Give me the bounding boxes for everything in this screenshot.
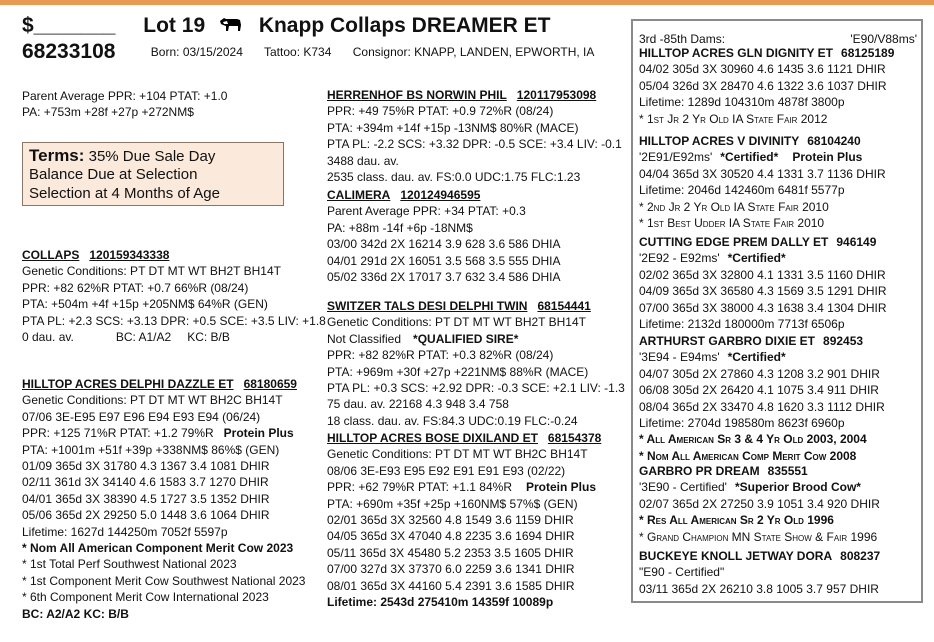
dam-record-2: 02/11 361d 3X 34140 4.6 1583 3.7 1270 DHIR	[22, 475, 269, 490]
eighth-dam	[639, 548, 880, 597]
sire-name: COLLAPS 120159343338	[22, 248, 170, 262]
eighth-dam-score: "E90 - Certified"	[639, 565, 725, 580]
dam-dam-classification: 08/06 3E-E93 E95 E92 E91 E91 E93 (02/22)	[327, 463, 566, 478]
fourth-dam-award-1: * 2nd Jr 2 Yr Old IA State Fair 2010	[639, 199, 829, 214]
sire-sire-line-2: PTA: +394m +14f +15p -13NM$ 80%R (MACE)	[327, 120, 579, 135]
dam-sire-genetic: Genetic Conditions: PT DT MT WT BH2T BH14T	[327, 315, 586, 330]
sixth-dam-reg: 892453	[823, 334, 864, 348]
fifth-dam-line-3: 07/00 365d 3X 38000 4.3 1638 3.4 1304 DHIR	[639, 300, 887, 315]
dam-protein-plus: Protein Plus	[223, 426, 294, 441]
seventh-dam	[639, 463, 880, 545]
dam-record-3: 04/01 365d 3X 38390 4.5 1727 3.5 1352 DHIR	[22, 491, 270, 506]
dam-award-4: * 6th Component Merit Cow International 2023	[22, 590, 269, 605]
sire-dam-line-3: 03/00 342d 2X 16214 3.9 628 3.6 586 DHIA	[327, 237, 561, 252]
eighth-dam-reg: 808237	[840, 549, 881, 563]
seventh-dam-score-row: '3E90 - Certified' *Superior Brood Cow*	[639, 480, 861, 495]
sixth-dam-line-3: 08/04 365d 2X 33470 4.8 1620 3.3 1112 DHIR	[639, 399, 885, 414]
dam-genetic: Genetic Conditions: PT DT MT WT BH2C BH14T	[22, 393, 283, 408]
fifth-dam-score-row: '2E92 - E92ms' *Certified*	[639, 251, 786, 266]
dam-sire-reg: 68154441	[537, 299, 591, 313]
seventh-dam-award-2: * Grand Champion MN State Show & Fair 1996	[639, 529, 878, 544]
seventh-dam-reg: 835551	[767, 464, 808, 478]
sire-dam-line-1: Parent Average PPR: +34 PTAT: +0.3	[327, 204, 526, 219]
fourth-dam-name: HILLTOP ACRES V DIVINITY 68104240	[639, 134, 861, 148]
seventh-dam-line-1: 02/07 365d 2X 27250 3.9 1051 3.4 920 DHIR	[639, 496, 880, 511]
dam-dam-lifetime: Lifetime: 2543d 275410m 14359f 10089p	[327, 595, 554, 610]
sire-dam-name: CALIMERA 120124946595	[327, 188, 481, 202]
parent-average-pa: PA: +753m +28f +27p +272NM$	[22, 105, 194, 120]
fifth-dam-name: CUTTING EDGE PREM DALLY ET 946149	[639, 235, 877, 249]
dams-header-label: 3rd -85th Dams:	[639, 32, 726, 46]
dam-lifetime: Lifetime: 1627d 144250m 7052f 5597p	[22, 524, 228, 539]
sixth-dam-name: ARTHURST GARBRO DIXIE ET 892453	[639, 334, 864, 348]
fourth-dam-line-1: 04/04 365d 3X 30520 4.4 1331 3.7 1136 DHIR	[639, 166, 886, 181]
sire-reg: 120159343338	[89, 248, 170, 262]
third-dam-reg: 68125189	[841, 46, 895, 60]
third-dam-name: HILLTOP ACRES GLN DIGNITY ET 68125189	[639, 46, 895, 60]
sixth-dam-award-1: * All American Sr 3 & 4 Yr Old 2003, 2004	[639, 432, 867, 447]
tattoo-label: Tattoo:	[264, 45, 301, 59]
dam-sire-status: Not Classified *QUALIFIED SIRE*	[327, 331, 519, 346]
dam-dam-line-4: 05/11 365d 3X 45480 5.2 2353 3.5 1605 DHIR	[327, 545, 574, 560]
dam-dam-section	[327, 430, 601, 610]
terms-line-1: 35% Due Sale Day	[88, 148, 216, 165]
seventh-dam-brood-cow: *Superior Brood Cow*	[734, 480, 861, 495]
dam-ppr: PPR: +125 71%R PTAT: +1.2 79%R Protein Plus	[22, 426, 294, 441]
dam-sire-line-4: 75 dau. av. 22168 4.3 948 3.4 758	[327, 397, 509, 412]
terms-line-3: Selection at 4 Months of Age	[29, 185, 220, 202]
dam-sire-line-2: PTA: +969m +30f +27p +221NM$ 88%R (MACE)	[327, 364, 589, 379]
fifth-dam-line-2: 04/09 365d 3X 36580 4.3 1569 3.5 1291 DHIR	[639, 284, 887, 299]
fifth-dam-certified: *Certified*	[727, 251, 786, 266]
fourth-dam-reg: 68104240	[807, 134, 861, 148]
registration-number: 68233108	[22, 40, 116, 63]
fourth-dam-award-2: * 1st Best Udder IA State Fair 2010	[639, 216, 825, 231]
sire-dam-line-4: 04/01 291d 2X 16051 3.5 568 3.5 555 DHIA	[327, 253, 561, 268]
fourth-dam	[639, 133, 886, 231]
fourth-dam-score-row: '2E91/E92ms' *Certified* Protein Plus	[639, 150, 863, 165]
dam-reg: 68180659	[243, 377, 297, 391]
sire-line-1: Genetic Conditions: PT DT MT WT BH2T BH14T	[22, 264, 281, 279]
sire-line-4: PTA PL: +2.3 SCS: +3.13 DPR: +0.5 SCE: +3.5 LIV: +1.8	[22, 313, 326, 328]
cow-icon	[219, 14, 243, 38]
dam-pta: PTA: +1001m +51f +39p +338NM$ 86%$ (GEN)	[22, 442, 280, 457]
terms-label: Terms:	[29, 146, 85, 165]
dam-dam-name: HILLTOP ACRES BOSE DIXILAND ET 68154378	[327, 431, 602, 445]
dam-dam-genetic: Genetic Conditions: PT DT MT WT BH2C BH14T	[327, 447, 588, 462]
animal-info-row	[22, 40, 594, 64]
qualified-sire: *QUALIFIED SIRE*	[413, 331, 519, 346]
sixth-dam-certified: *Certified*	[727, 350, 786, 365]
fifth-dam-line-4: Lifetime: 2132d 180000m 7713f 6506p	[639, 317, 845, 332]
dam-sire-line-1: PPR: +82 82%R PTAT: +0.3 82%R (08/24)	[327, 348, 554, 363]
parent-average-ppr: Parent Average PPR: +104 PTAT: +1.0	[22, 89, 228, 103]
dam-classification: 07/06 3E-E95 E97 E96 E94 E93 E94 (06/24)	[22, 409, 261, 424]
lot-number: Lot 19	[143, 14, 206, 37]
sire-bc: BC: A1/A2	[115, 330, 172, 345]
third-dam-line-3: Lifetime: 1289d 104310m 4878f 3800p	[639, 95, 845, 110]
sire-sire-line-1: PPR: +49 75%R PTAT: +0.9 72%R (08/24)	[327, 104, 554, 119]
fifth-dam	[639, 234, 887, 332]
dam-name: HILLTOP ACRES DELPHI DAZZLE ET 68180659	[22, 377, 297, 391]
fourth-dam-line-2: Lifetime: 2046d 142460m 6481f 5577p	[639, 183, 845, 198]
dam-dam-reg: 68154378	[547, 431, 602, 445]
eighth-dam-name: BUCKEYE KNOLL JETWAY DORA 808237	[639, 549, 881, 563]
price-blank: $_______	[22, 14, 116, 37]
dam-dam-line-1: PTA: +690m +35f +25p +160NM$ 57%$ (GEN)	[327, 496, 578, 511]
dam-dam-line-2: 02/01 365d 3X 32560 4.8 1549 3.6 1159 DHIR	[327, 513, 574, 528]
fifth-dam-line-1: 02/02 365d 3X 32800 4.1 1331 3.5 1160 DHIR	[639, 267, 886, 282]
sixth-dam-line-1: 04/07 305d 2X 27860 4.3 1208 3.2 901 DHIR	[639, 366, 880, 381]
dam-award-1: * Nom All American Component Merit Cow 2023	[22, 541, 294, 556]
sixth-dam-award-2: * Nom All American Comp Merit Cow 2008	[639, 448, 857, 463]
dam-sire-line-5: 18 class. dau. av. FS:84.3 UDC:0.19 FLC:-0.24	[327, 413, 578, 428]
seventh-dam-name: GARBRO PR DREAM 835551	[639, 464, 808, 478]
third-dam-line-2: 05/04 326d 3X 28470 4.6 1322 3.6 1037 DHIR	[639, 78, 887, 93]
sire-section	[22, 247, 326, 345]
sire-dam-line-5: 05/02 336d 2X 17017 3.7 632 3.4 586 DHIA	[327, 270, 561, 285]
consignor-value: KNAPP, LANDEN, EPWORTH, IA	[414, 45, 595, 59]
sire-line-2: PPR: +82 62%R PTAT: +0.7 66%R (08/24)	[22, 280, 249, 295]
dam-sire-line-3: PTA PL: +0.3 SCS: +2.92 DPR: -0.3 SCE: +2.1 LIV: -1.3	[327, 381, 625, 396]
fourth-dam-certified: *Certified*	[720, 150, 779, 165]
third-dam-award: * 1st Jr 2 Yr Old IA State Fair 2012	[639, 111, 828, 126]
sire-line-5	[22, 329, 326, 345]
eighth-dam-line-1: 03/11 365d 2X 26210 3.8 1005 3.7 957 DHIR	[639, 581, 879, 596]
sire-sire-section	[327, 87, 622, 185]
fifth-dam-reg: 946149	[836, 235, 877, 249]
dam-award-3: * 1st Component Merit Cow Southwest National 2023	[22, 573, 306, 588]
parent-average	[22, 88, 227, 121]
dam-dam-ppr: PPR: +62 79%R PTAT: +1.1 84%R Protein Plus	[327, 480, 596, 495]
lot-header	[22, 14, 551, 38]
third-dam-line-1: 04/02 305d 3X 30960 4.6 1435 3.6 1121 DHIR	[639, 62, 886, 77]
dam-section	[22, 376, 305, 622]
sire-dam-line-2: PA: +88m -14f +6p -18NM$	[327, 220, 473, 235]
third-dam	[639, 45, 894, 127]
sire-sire-name: HERRENHOF BS NORWIN PHIL 120117953098	[327, 88, 597, 102]
fourth-dam-protein-plus: Protein Plus	[792, 150, 863, 165]
tattoo-value: K734	[303, 45, 332, 59]
sire-kc: KC: B/B	[187, 330, 230, 345]
animal-name: Knapp Collaps DREAMER ET	[258, 14, 551, 37]
terms-line-2: Balance Due at Selection	[29, 166, 198, 183]
sire-sire-line-3: PTA PL: -2.2 SCS: +3.32 DPR: -0.5 SCE: +3.4 LIV: -0.1	[327, 137, 622, 152]
dam-bc-kc: BC: A2/A2 KC: B/B	[22, 606, 129, 621]
sire-daughters: 0 dau. av.	[22, 330, 74, 345]
sixth-dam-line-2: 06/08 305d 2X 26420 4.1 1075 3.4 911 DHIR	[639, 383, 879, 398]
sixth-dam-line-4: Lifetime: 2704d 198580m 8623f 6960p	[639, 416, 845, 431]
dam-dam-line-6: 08/01 365d 3X 44160 5.4 2391 3.6 1585 DHIR	[327, 578, 575, 593]
sire-line-3: PTA: +504m +4f +15p +205NM$ 64%R (GEN)	[22, 297, 268, 312]
dam-sire-name: SWITZER TALS DESI DELPHI TWIN 68154441	[327, 299, 591, 313]
terms-box-rest	[22, 161, 284, 225]
sixth-dam-score-row: '3E94 - E94ms' *Certified*	[639, 350, 786, 365]
dam-dam-line-3: 04/05 365d 3X 47040 4.8 2235 3.6 1694 DHIR	[327, 529, 575, 544]
top-rule	[0, 0, 934, 5]
dam-record-1: 01/09 365d 3X 31780 4.3 1367 3.4 1081 DHIR	[22, 459, 270, 474]
dams-header-score: 'E90/V88ms'	[850, 32, 917, 46]
dam-dam-line-5: 07/00 327d 3X 37370 6.0 2259 3.6 1341 DHIR	[327, 562, 575, 577]
seventh-dam-award-1: * Res All American Sr 2 Yr Old 1996	[639, 513, 834, 528]
sire-sire-reg: 120117953098	[516, 88, 597, 102]
consignor-label: Consignor:	[352, 45, 411, 59]
dam-dam-protein-plus: Protein Plus	[525, 480, 596, 495]
sixth-dam	[639, 333, 885, 464]
sire-dam-reg: 120124946595	[400, 188, 481, 202]
dam-sire-section	[327, 298, 625, 429]
sire-dam-section	[327, 187, 561, 285]
dams-panel	[631, 19, 923, 603]
dam-record-4: 05/06 365d 2X 29250 5.0 1448 3.6 1064 DHIR	[22, 508, 270, 523]
sire-sire-line-5: 2535 class. dau. av. FS:0.0 UDC:1.75 FLC:1.23	[327, 170, 581, 185]
born-date: 03/15/2024	[182, 45, 243, 59]
dam-award-2: * 1st Total Perf Southwest National 2023	[22, 557, 237, 572]
born-label: Born:	[150, 45, 180, 59]
sire-sire-line-4: 3488 dau. av.	[327, 153, 399, 168]
